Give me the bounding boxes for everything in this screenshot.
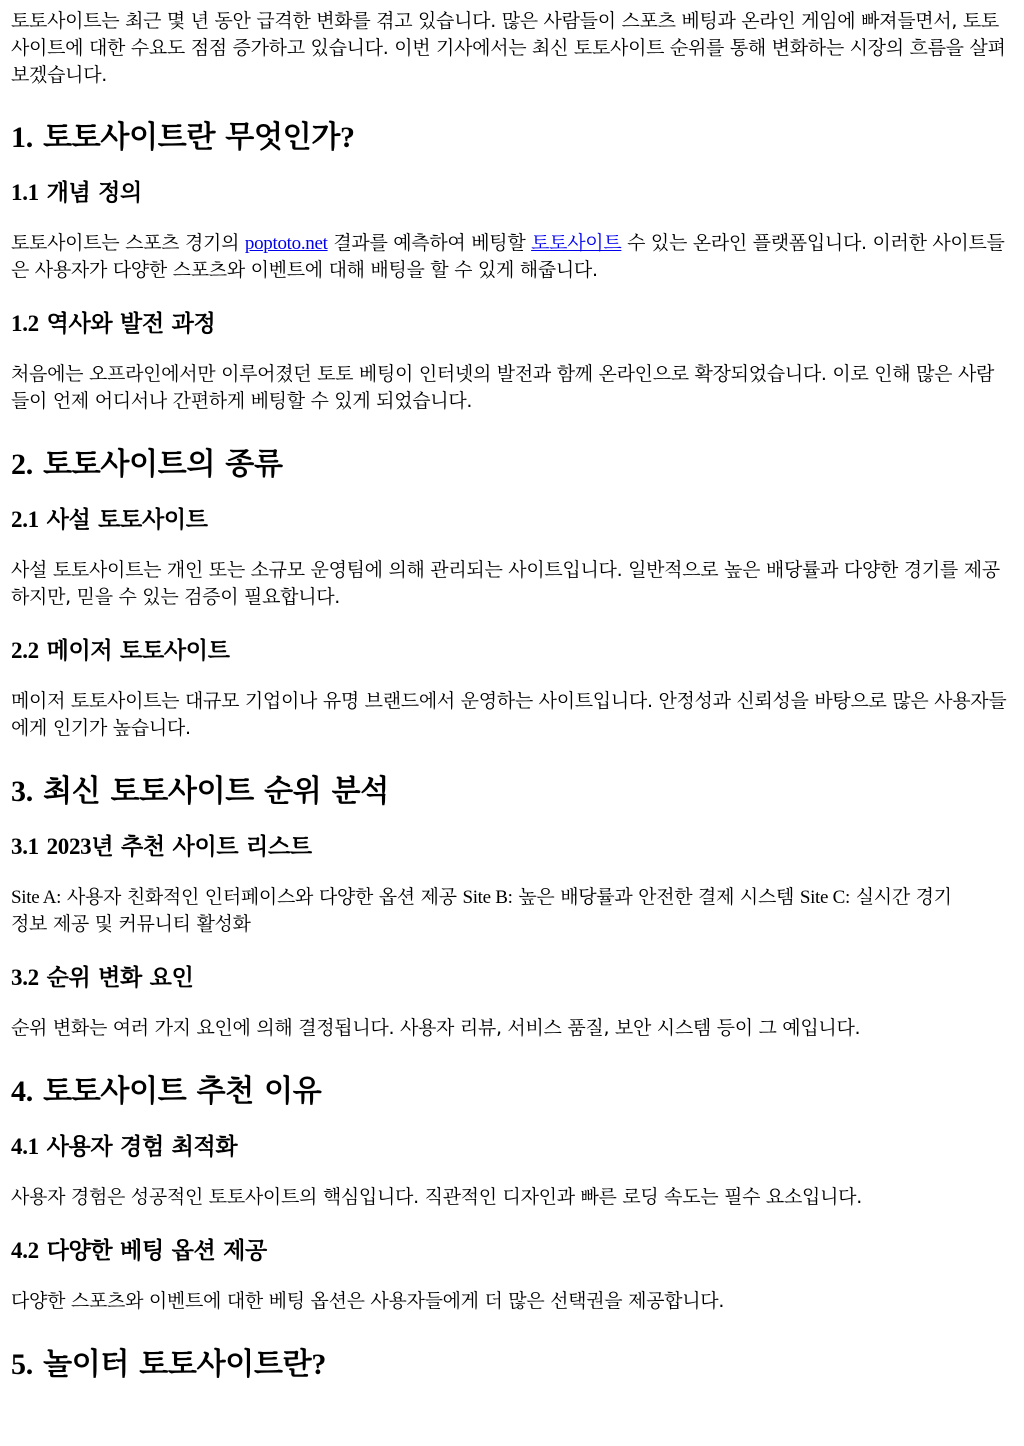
section-3-heading — [11, 772, 1007, 812]
section-5-number: 5. — [11, 1348, 33, 1381]
section-1-heading — [11, 118, 1007, 158]
subsection-3-2-paragraph: 순위 변화는 여러 가지 요인에 의해 결정됩니다. 사용자 리뷰, 서비스 품질, 보안 시스템 등이 그 예입니다. — [11, 1017, 861, 1039]
section-1-qmark: ? — [340, 121, 355, 154]
subsection-3-1-title: 년 추천 사이트 리스트 — [91, 834, 312, 860]
subsection-2-1-title: 사설 토토사이트 — [46, 507, 208, 533]
section-5-heading — [11, 1345, 1007, 1385]
subsection-1-1-paragraph — [11, 230, 1007, 284]
subsection-3-2-number: 3.2 — [11, 965, 39, 990]
site-a-label: Site A: — [11, 887, 62, 908]
text-segment: 수 있는 온라인 플랫폼입니다. 이러한 사이트들은 사용자가 다양한 스포츠와 이벤트에 대해 배팅을 할 수 있게 해줍니다. — [11, 232, 1005, 281]
subsection-1-1-title: 개념 정의 — [46, 180, 142, 206]
text-segment: 토토사이트는 스포츠 경기의 — [11, 232, 245, 254]
subsection-4-2-title: 다양한 베팅 옵션 제공 — [46, 1238, 267, 1264]
intro-paragraph: 토토사이트는 최근 몇 년 동안 급격한 변화를 겪고 있습니다. 많은 사람들이 스포츠 베팅과 온라인 게임에 빠져들면서, 토토사이트에 대한 수요도 점점 증가하고 있습니다. 이번 기사에서는 최신 토토사이트 순위를 통해 변화하는 시장의 흐름을 살펴보겠습니다. — [11, 10, 1006, 86]
totosite-link[interactable]: 토토사이트 — [531, 232, 622, 254]
subsection-4-2-number: 4.2 — [11, 1238, 39, 1263]
subsection-2-1-heading — [11, 505, 1007, 535]
subsection-4-1-paragraph: 사용자 경험은 성공적인 토토사이트의 핵심입니다. 직관적인 디자인과 빠른 로딩 속도는 필수 요소입니다. — [11, 1186, 862, 1208]
subsection-4-2-heading — [11, 1236, 1007, 1266]
section-4-title: 토토사이트 추천 이유 — [43, 1074, 322, 1109]
subsection-2-2-title: 메이저 토토사이트 — [46, 638, 230, 664]
subsection-2-2-paragraph: 메이저 토토사이트는 대규모 기업이나 유명 브랜드에서 운영하는 사이트입니다. 안정성과 신뢰성을 바탕으로 많은 사용자들에게 인기가 높습니다. — [11, 690, 1007, 739]
section-1-title: 토토사이트란 무엇인가 — [43, 120, 341, 155]
subsection-1-2-title: 역사와 발전 과정 — [46, 311, 216, 337]
subsection-3-2-title: 순위 변화 요인 — [46, 965, 194, 991]
article — [11, 0, 1007, 1385]
section-2-heading — [11, 445, 1007, 485]
subsection-4-1-number: 4.1 — [11, 1134, 39, 1159]
subsection-1-2-heading — [11, 309, 1007, 339]
subsection-2-2-heading — [11, 636, 1007, 666]
subsection-3-1-heading — [11, 832, 1007, 862]
site-b-text: 높은 배당률과 안전한 결제 시스템 — [512, 886, 800, 908]
subsection-2-1-number: 2.1 — [11, 507, 39, 532]
site-list-blockquote — [11, 884, 956, 938]
subsection-3-2-heading — [11, 963, 1007, 993]
site-b-label: Site B: — [462, 887, 513, 908]
site-a-text: 사용자 친화적인 인터페이스와 다양한 옵션 제공 — [61, 886, 463, 908]
poptoto-link[interactable]: poptoto.net — [244, 233, 328, 254]
subsection-1-1-heading — [11, 178, 1007, 208]
section-2-number: 2. — [11, 448, 33, 481]
subsection-2-2-number: 2.2 — [11, 638, 39, 663]
subsection-4-2-paragraph: 다양한 스포츠와 이벤트에 대한 베팅 옵션은 사용자들에게 더 많은 선택권을 제공합니다. — [11, 1290, 725, 1312]
subsection-2-1-paragraph: 사설 토토사이트는 개인 또는 소규모 운영팀에 의해 관리되는 사이트입니다. 일반적으로 높은 배당률과 다양한 경기를 제공하지만, 믿을 수 있는 검증이 필요합니다. — [11, 559, 1000, 608]
section-5-qmark: ? — [311, 1348, 327, 1381]
subsection-1-2-paragraph: 처음에는 오프라인에서만 이루어졌던 토토 베팅이 인터넷의 발전과 함께 온라인으로 확장되었습니다. 이로 인해 많은 사람들이 언제 어디서나 간편하게 베팅할 수 있게 되었습니다. — [11, 363, 995, 412]
section-4-heading — [11, 1072, 1007, 1112]
subsection-1-1-number: 1.1 — [11, 180, 39, 205]
section-3-number: 3. — [11, 775, 33, 808]
section-5-title: 놀이터 토토사이트란 — [43, 1347, 312, 1382]
subsection-1-2-number: 1.2 — [11, 311, 39, 336]
site-c-label: Site C: — [799, 887, 850, 908]
site-c-text: 실시간 경기 정보 제공 및 커뮤니티 활성화 — [11, 886, 952, 935]
subsection-4-1-title: 사용자 경험 최적화 — [46, 1134, 238, 1160]
section-3-title: 최신 토토사이트 순위 분석 — [43, 774, 389, 809]
section-4-number: 4. — [11, 1075, 33, 1108]
section-1-number: 1. — [11, 121, 33, 154]
subsection-3-1-number: 3.1 — [11, 834, 39, 859]
section-2-title: 토토사이트의 종류 — [43, 447, 283, 482]
subsection-4-1-heading — [11, 1132, 1007, 1162]
subsection-3-1-year: 2023 — [46, 834, 92, 859]
text-segment: 결과를 예측하여 베팅할 — [327, 232, 532, 254]
